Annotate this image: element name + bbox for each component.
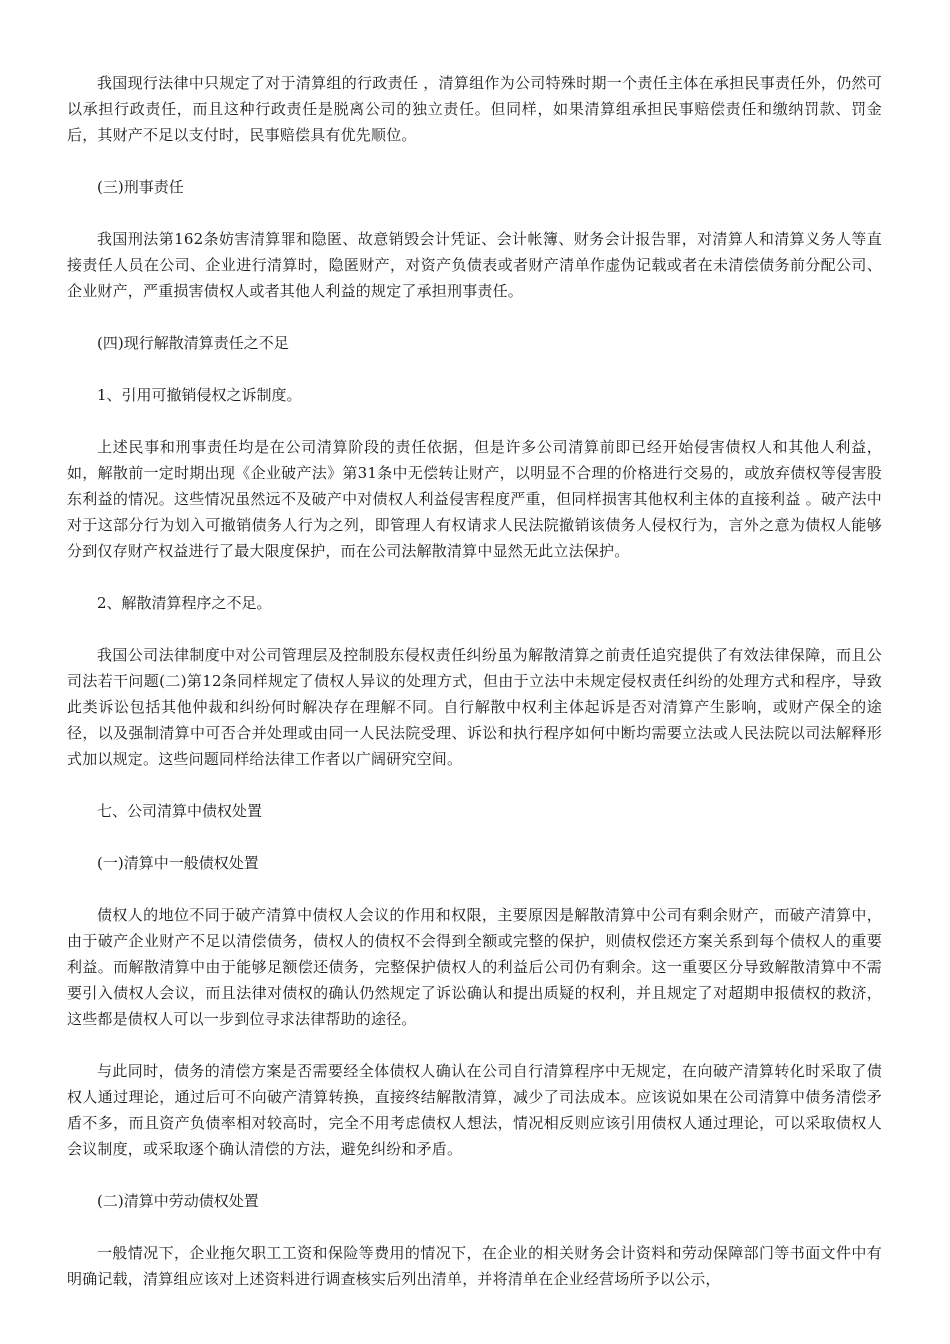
paragraph: 我国刑法第162条妨害清算罪和隐匿、故意销毁会计凭证、会计帐簿、财务会计报告罪，对清算人和清算义务人等直接责任人员在公司、企业进行清算时，隐匿财产，对资产负债表或者财产清单作虚伪记载或者在未清偿债务前分配公司、企业财产，严重损害债权人或者其他人利益的规定了承担刑事责任。 (67, 230, 882, 300)
section-heading: 1、引用可撤销侵权之诉制度。 (97, 386, 302, 404)
paragraph: 债权人的地位不同于破产清算中债权人会议的作用和权限，主要原因是解散清算中公司有剩余财产，而破产清算中，由于破产企业财产不足以清偿债务，债权人的债权不会得到全额或完整的保护，则债权偿还方案关系到每个债权人的重要利益。而解散清算中由于能够足额偿还债务，完整保护债权人的利益后公司仍有剩余。这一重要区分导致解散清算中不需要引入债权人会议，而且法律对债权的确认仍然规定了诉讼确认和提出质疑的权利，并且规定了对超期申报债权的救济，这些都是债权人可以一步到位寻求法律帮助的途径。 (67, 906, 882, 1028)
section-heading: (三)刑事责任 (97, 178, 184, 196)
section-heading: 2、解散清算程序之不足。 (97, 594, 272, 612)
paragraph: 与此同时，债务的清偿方案是否需要经全体债权人确认在公司自行清算程序中无规定，在向破产清算转化时采取了债权人通过理论，通过后可不向破产清算转换，直接终结解散清算，减少了司法成本。应该说如果在公司清算中债务清偿矛盾不多，而且资产负债率相对较高时，完全不用考虑债权人想法，情况相反则应该引用债权人通过理论，可以采取债权人会议制度，或采取逐个确认清偿的方法，避免纠纷和矛盾。 (67, 1062, 882, 1158)
document-page (67, 70, 882, 1292)
paragraph: 一般情况下，企业拖欠职工工资和保险等费用的情况下，在企业的相关财务会计资料和劳动保障部门等书面文件中有明确记载，清算组应该对上述资料进行调查核实后列出清单，并将清单在企业经营场所予以公示， (67, 1244, 882, 1288)
section-heading: 七、公司清算中债权处置 (97, 802, 263, 820)
section-heading: (二)清算中劳动债权处置 (97, 1192, 259, 1210)
section-heading: (一)清算中一般债权处置 (97, 854, 259, 872)
paragraph: 上述民事和刑事责任均是在公司清算阶段的责任依据，但是许多公司清算前即已经开始侵害债权人和其他人利益，如，解散前一定时期出现《企业破产法》第31条中无偿转让财产，以明显不合理的价格进行交易的，或放弃债权等侵害股东利益的情况。这些情况虽然远不及破产中对债权人利益侵害程度严重，但同样损害其他权利主体的直接利益 。破产法中对于这部分行为划入可撤销债务人行为之列，即管理人有权请求人民法院撤销该债务人侵权行为，言外之意为债权人能够分到仅存财产权益进行了最大限度保护，而在公司法解散清算中显然无此立法保护。 (67, 438, 882, 560)
paragraph: 我国现行法律中只规定了对于清算组的行政责任 ，清算组作为公司特殊时期一个责任主体在承担民事责任外，仍然可以承担行政责任，而且这种行政责任是脱离公司的独立责任。但同样，如果清算组承担民事赔偿责任和缴纳罚款、罚金后，其财产不足以支付时，民事赔偿具有优先顺位。 (67, 74, 882, 144)
paragraph: 我国公司法律制度中对公司管理层及控制股东侵权责任纠纷虽为解散清算之前责任追究提供了有效法律保障，而且公司法若干问题(二)第12条同样规定了债权人异议的处理方式，但由于立法中未规定侵权责任纠纷的处理方式和程序，导致此类诉讼包括其他仲裁和纠纷何时解决存在理解不同。自行解散中权利主体起诉是否对清算产生影响，或财产保全的途径，以及强制清算中可否合并处理或由同一人民法院受理、诉讼和执行程序如何中断均需要立法或人民法院以司法解释形式加以规定。这些问题同样给法律工作者以广阔研究空间。 (67, 646, 882, 768)
section-heading: (四)现行解散清算责任之不足 (97, 334, 289, 352)
